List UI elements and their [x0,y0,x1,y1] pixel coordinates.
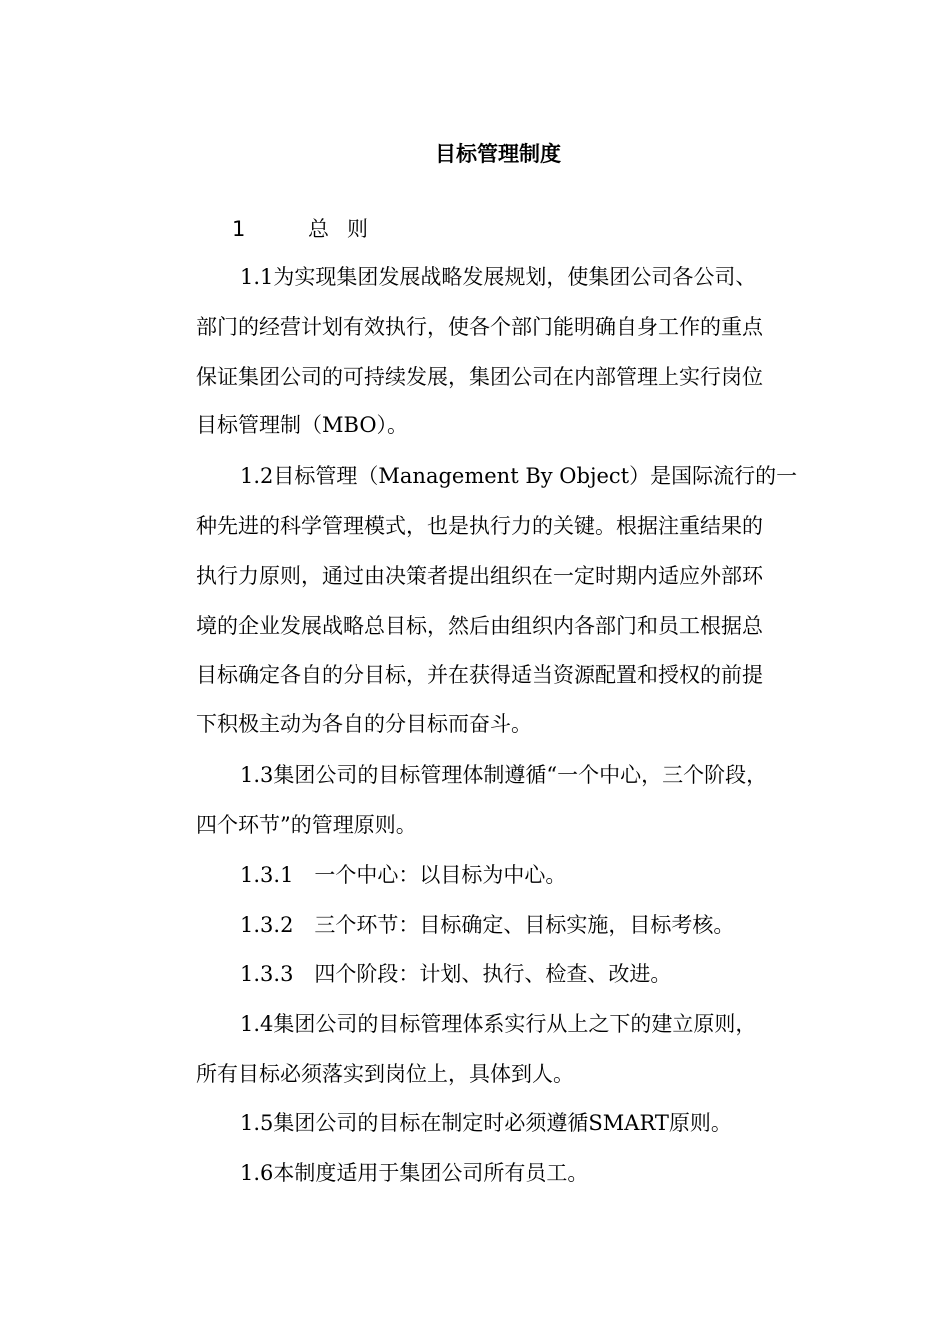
paragraph-line: 四个环节”的管理原则。 [196,813,417,837]
document-title: 目标管理制度 [435,142,561,166]
paragraph-line: 保证集团公司的可持续发展，集团公司在内部管理上实行岗位 [196,365,763,389]
section-name: 总则 [308,217,386,241]
paragraph-line: 部门的经营计划有效执行，使各个部门能明确自身工作的重点 [196,315,763,339]
paragraph-line: 1.6本制度适用于集团公司所有员工。 [240,1161,589,1185]
paragraph-line: 目标确定各自的分目标，并在获得适当资源配置和授权的前提 [196,663,763,687]
section-heading [232,213,386,243]
paragraph-line: 境的企业发展战略总目标，然后由组织内各部门和员工根据总 [196,614,763,638]
paragraph-line: 1.2目标管理（Management By Object）是国际流行的一 [240,464,798,488]
paragraph-line: 1.3.2 三个环节：目标确定、目标实施，目标考核。 [240,913,735,937]
paragraph-line: 下积极主动为各自的分目标而奋斗。 [196,712,532,736]
paragraph-line: 1.3.1 一个中心：以目标为中心。 [240,863,567,887]
paragraph-line: 执行力原则，通过由决策者提出组织在一定时期内适应外部环 [196,564,763,588]
paragraph-line: 1.5集团公司的目标在制定时必须遵循SMART原则。 [240,1111,732,1135]
paragraph-line: 1.3集团公司的目标管理体制遵循“一个中心，三个阶段， [240,763,768,787]
paragraph-line: 目标管理制（MBO）。 [196,413,409,437]
paragraph-line: 1.1为实现集团发展战略发展规划，使集团公司各公司、 [240,265,757,289]
section-number: 1 [232,217,246,241]
paragraph-line: 1.4集团公司的目标管理体系实行从上之下的建立原则， [240,1012,757,1036]
paragraph-line: 种先进的科学管理模式，也是执行力的关键。根据注重结果的 [196,514,763,538]
paragraph-line: 1.3.3 四个阶段：计划、执行、检查、改进。 [240,962,672,986]
paragraph-line: 所有目标必须落实到岗位上，具体到人。 [196,1062,574,1086]
